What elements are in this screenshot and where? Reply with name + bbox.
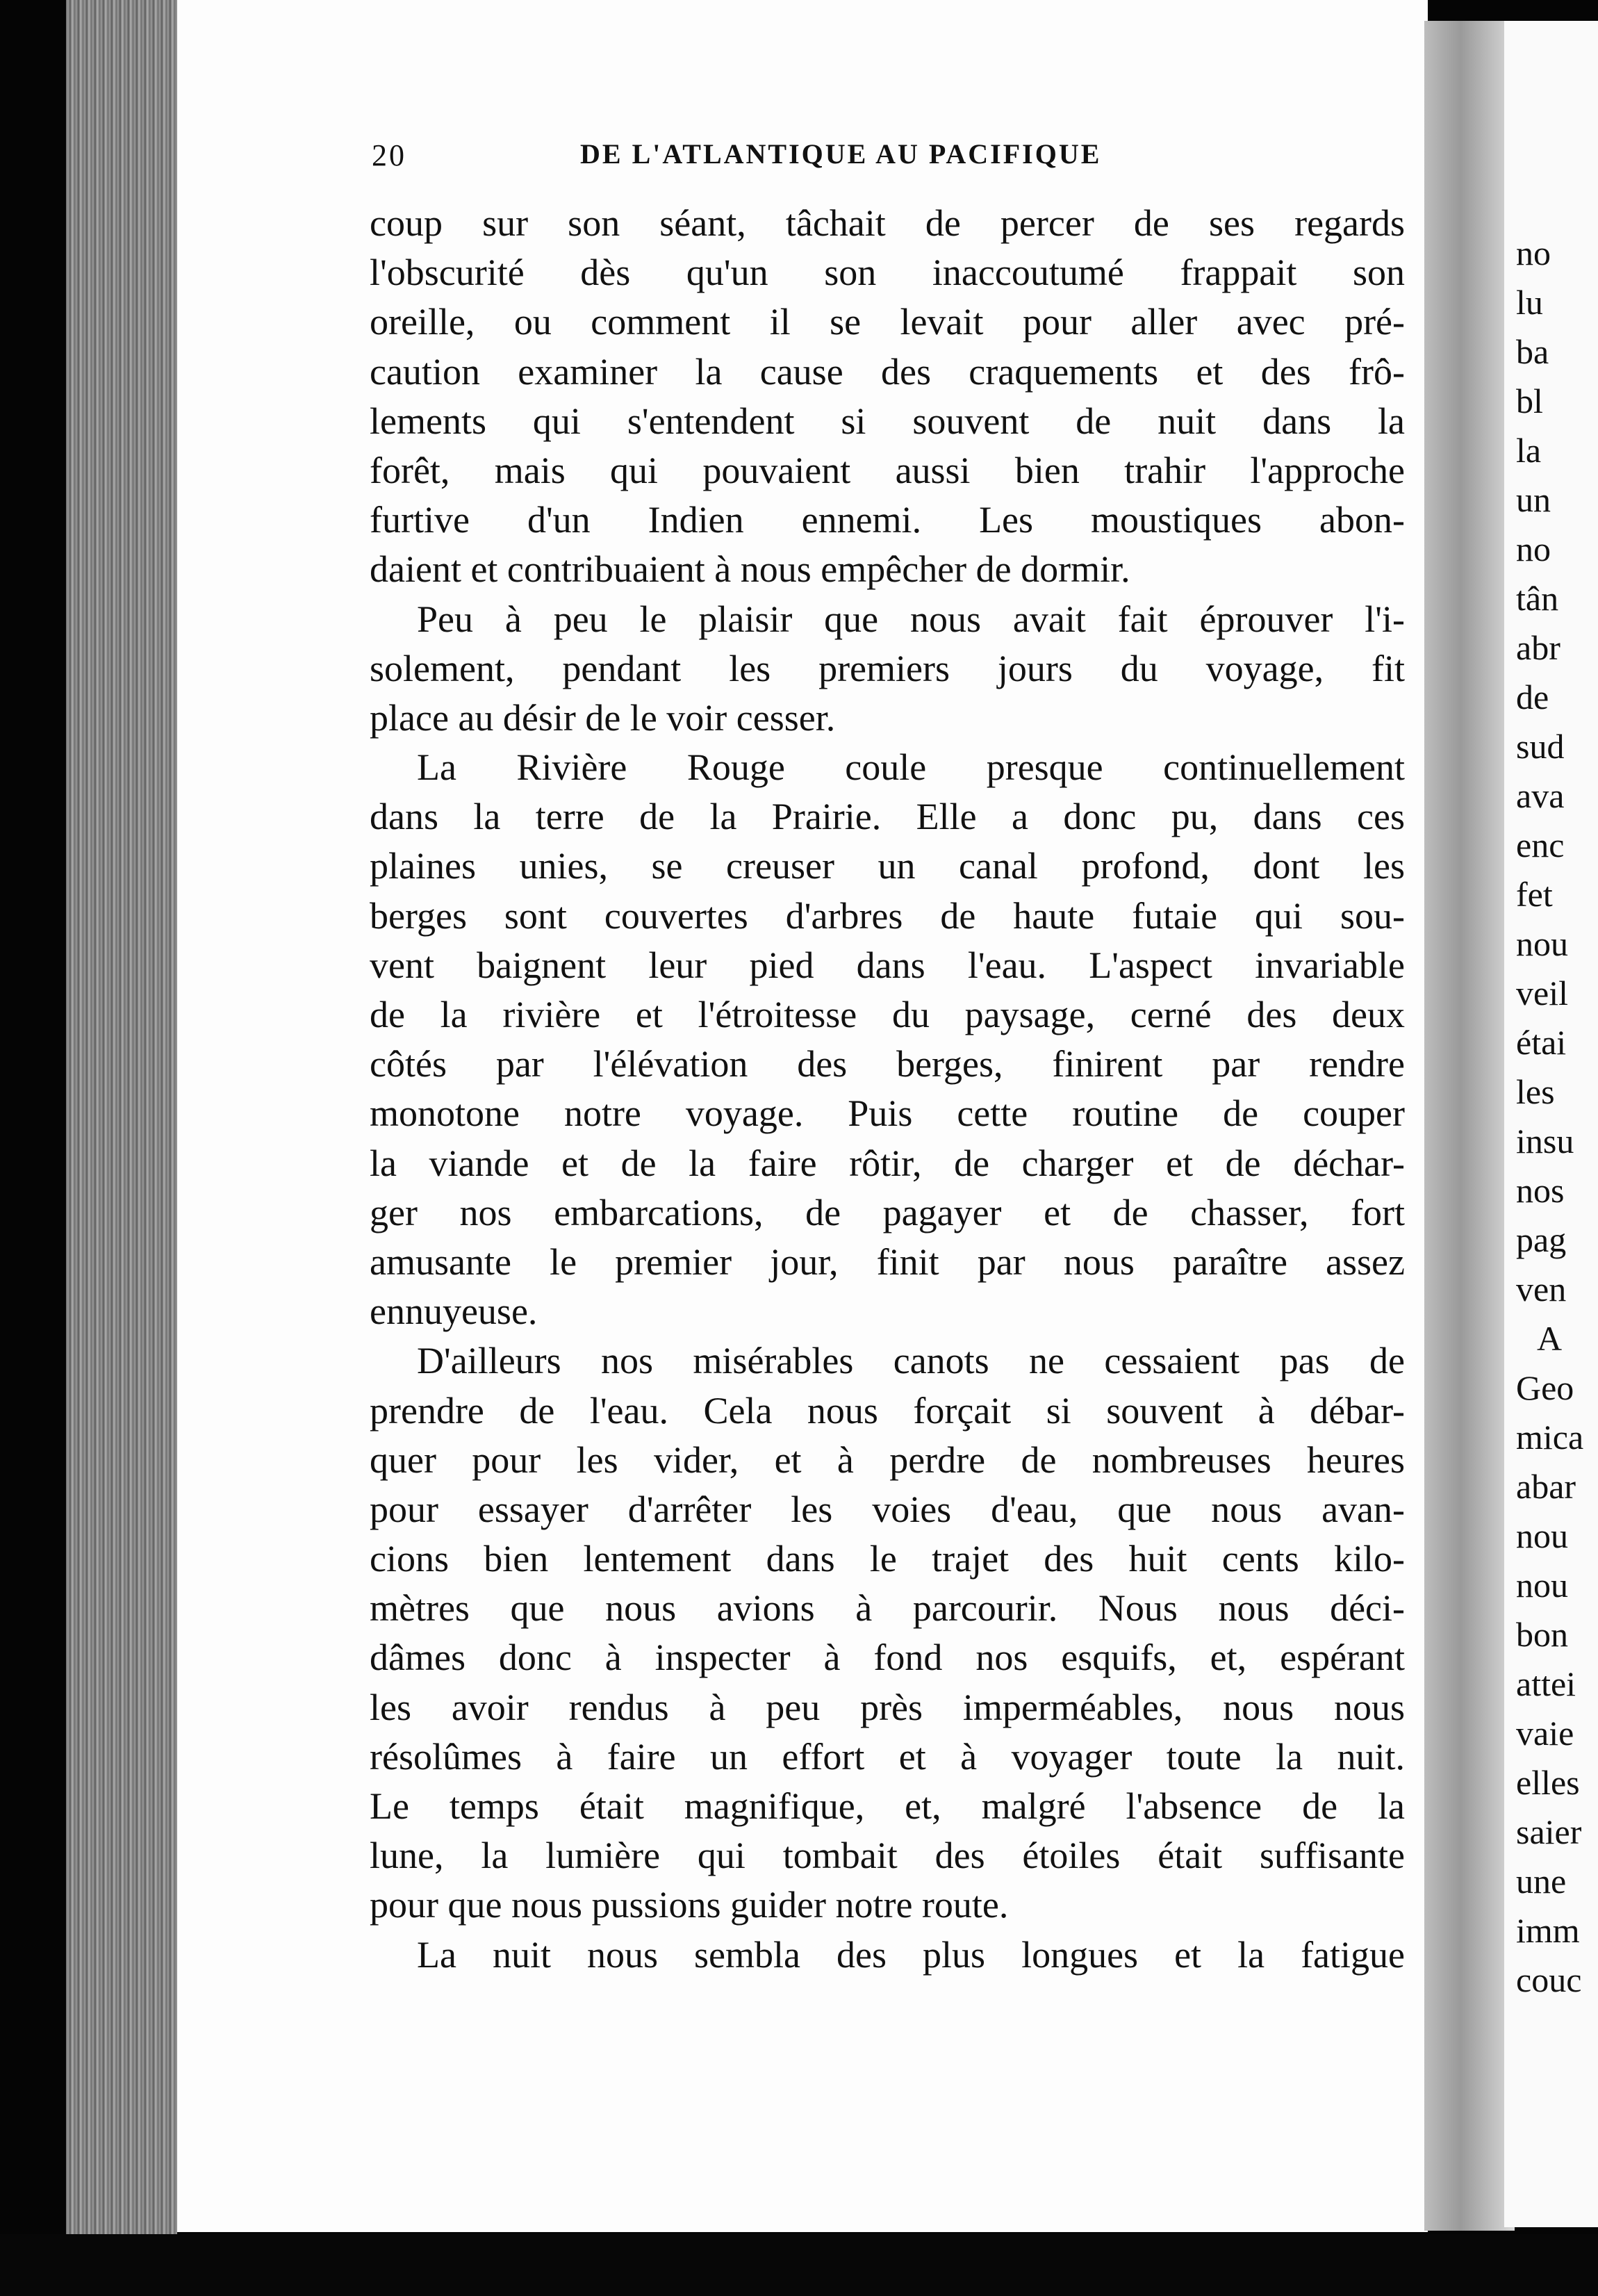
facing-page-line: mica bbox=[1516, 1418, 1584, 1457]
facing-page-line: vaie bbox=[1516, 1714, 1574, 1753]
facing-page-line: les bbox=[1516, 1072, 1555, 1111]
facing-page-line: bon bbox=[1516, 1615, 1568, 1654]
facing-page-line: no bbox=[1516, 530, 1551, 568]
facing-page-line: abr bbox=[1516, 628, 1560, 667]
text-line: coup sur son séant, tâchait de percer de ses regards bbox=[370, 202, 1405, 244]
running-title: DE L'ATLANTIQUE AU PACIFIQUE bbox=[580, 138, 1102, 170]
text-line: l'obscurité dès qu'un son inaccoutumé frappait son bbox=[370, 252, 1405, 294]
facing-page-line: étai bbox=[1516, 1023, 1567, 1062]
text-line: Peu à peu le plaisir que nous avait fait éprouver l'i- bbox=[417, 598, 1405, 640]
text-line: pour que nous pussions guider notre route. bbox=[370, 1884, 1009, 1926]
facing-page-line: un bbox=[1516, 480, 1551, 519]
text-line: caution examiner la cause des craquements et des frô- bbox=[370, 350, 1405, 393]
text-line: ger nos embarcations, de pagayer et de chasser, fort bbox=[370, 1191, 1405, 1233]
text-line: prendre de l'eau. Cela nous forçait si souvent à débar- bbox=[370, 1389, 1405, 1432]
facing-page-line: nou bbox=[1516, 1516, 1568, 1555]
text-line: place au désir de le voir cesser. bbox=[370, 696, 836, 739]
text-line: solement, pendant les premiers jours du voyage, fit bbox=[370, 647, 1405, 689]
text-line: berges sont couvertes d'arbres de haute futaie qui sou- bbox=[370, 894, 1405, 937]
facing-page-line: insu bbox=[1516, 1122, 1574, 1161]
facing-page-line: imm bbox=[1516, 1911, 1580, 1950]
text-line: mètres que nous avions à parcourir. Nous nous déci- bbox=[370, 1587, 1405, 1630]
text-line: La Rivière Rouge coule presque continuellement bbox=[417, 746, 1405, 789]
text-line: la viande et de la faire rôtir, de charger et de déchar- bbox=[370, 1142, 1405, 1184]
facing-page-line: ven bbox=[1516, 1270, 1567, 1309]
facing-page-line: ba bbox=[1516, 332, 1549, 371]
text-line: daient et contribuaient à nous empêcher de dormir. bbox=[370, 548, 1130, 591]
facing-page-line: bl bbox=[1516, 382, 1543, 420]
facing-page-line: une bbox=[1516, 1862, 1567, 1901]
facing-page-line: de bbox=[1516, 678, 1549, 716]
facing-page-line: la bbox=[1516, 431, 1542, 470]
page-number: 20 bbox=[372, 138, 406, 172]
facing-page-line: ava bbox=[1516, 776, 1565, 815]
text-line: cions bien lentement dans le trajet des huit cents kilo- bbox=[370, 1538, 1405, 1580]
text-line: oreille, ou comment il se levait pour aller avec pré- bbox=[370, 301, 1405, 343]
facing-page-line: A bbox=[1537, 1319, 1563, 1358]
facing-page-line: veil bbox=[1516, 974, 1568, 1012]
facing-page-line: tân bbox=[1516, 579, 1559, 618]
text-line: lune, la lumière qui tombait des étoiles était suffisante bbox=[370, 1835, 1405, 1877]
facing-page-line: attei bbox=[1516, 1664, 1576, 1703]
text-line: pour essayer d'arrêter les voies d'eau, que nous avan- bbox=[370, 1488, 1405, 1530]
text-line: ennuyeuse. bbox=[370, 1290, 538, 1333]
facing-page-line: couc bbox=[1516, 1960, 1582, 1999]
facing-page-line: fet bbox=[1516, 875, 1553, 914]
running-head bbox=[372, 138, 1414, 179]
facing-page-line: nos bbox=[1516, 1171, 1565, 1210]
text-line: quer pour les vider, et à perdre de nombreuses heures bbox=[370, 1438, 1405, 1481]
facing-page-line: sud bbox=[1516, 727, 1565, 766]
facing-page-line: nou bbox=[1516, 924, 1568, 963]
scan-bottom-border bbox=[0, 2234, 1598, 2296]
text-line: dâmes donc à inspecter à fond nos esquifs, et, espérant bbox=[370, 1637, 1405, 1679]
facing-page-line: nou bbox=[1516, 1566, 1568, 1605]
text-line: forêt, mais qui pouvaient aussi bien trahir l'approche bbox=[370, 449, 1405, 491]
text-line: les avoir rendus à peu près imperméables, nous nous bbox=[370, 1686, 1405, 1728]
text-line: La nuit nous sembla des plus longues et la fatigue bbox=[417, 1933, 1405, 1976]
facing-page-line: abar bbox=[1516, 1467, 1576, 1506]
text-line: côtés par l'élévation des berges, finirent par rendre bbox=[370, 1043, 1405, 1085]
facing-page-line: saier bbox=[1516, 1812, 1582, 1851]
facing-page-line: Geo bbox=[1516, 1368, 1574, 1407]
book-gutter bbox=[1424, 21, 1515, 2231]
text-line: dans la terre de la Prairie. Elle a donc pu, dans ces bbox=[370, 796, 1405, 838]
body-text bbox=[370, 199, 1405, 1980]
text-line: monotone notre voyage. Puis cette routine de couper bbox=[370, 1092, 1405, 1135]
facing-page-line: elles bbox=[1516, 1763, 1580, 1802]
facing-page-line: enc bbox=[1516, 826, 1565, 864]
text-line: plaines unies, se creuser un canal profond, dont les bbox=[370, 845, 1405, 887]
text-line: lements qui s'entendent si souvent de nuit dans la bbox=[370, 400, 1405, 442]
facing-page-line: no bbox=[1516, 233, 1551, 272]
page-stack-edge bbox=[66, 0, 177, 2238]
text-line: furtive d'un Indien ennemi. Les moustiques abon- bbox=[370, 499, 1405, 541]
text-line: D'ailleurs nos misérables canots ne cessaient pas de bbox=[417, 1340, 1405, 1382]
text-line: Le temps était magnifique, et, malgré l'absence de la bbox=[370, 1785, 1405, 1827]
text-line: amusante le premier jour, finit par nous paraître assez bbox=[370, 1240, 1405, 1283]
text-line: vent baignent leur pied dans l'eau. L'aspect invariable bbox=[370, 944, 1405, 986]
text-line: résolûmes à faire un effort et à voyager toute la nuit. bbox=[370, 1735, 1405, 1778]
facing-page-line: pag bbox=[1516, 1220, 1567, 1259]
text-line: de la rivière et l'étroitesse du paysage, cerné des deux bbox=[370, 994, 1405, 1035]
facing-page-line: lu bbox=[1516, 283, 1543, 322]
